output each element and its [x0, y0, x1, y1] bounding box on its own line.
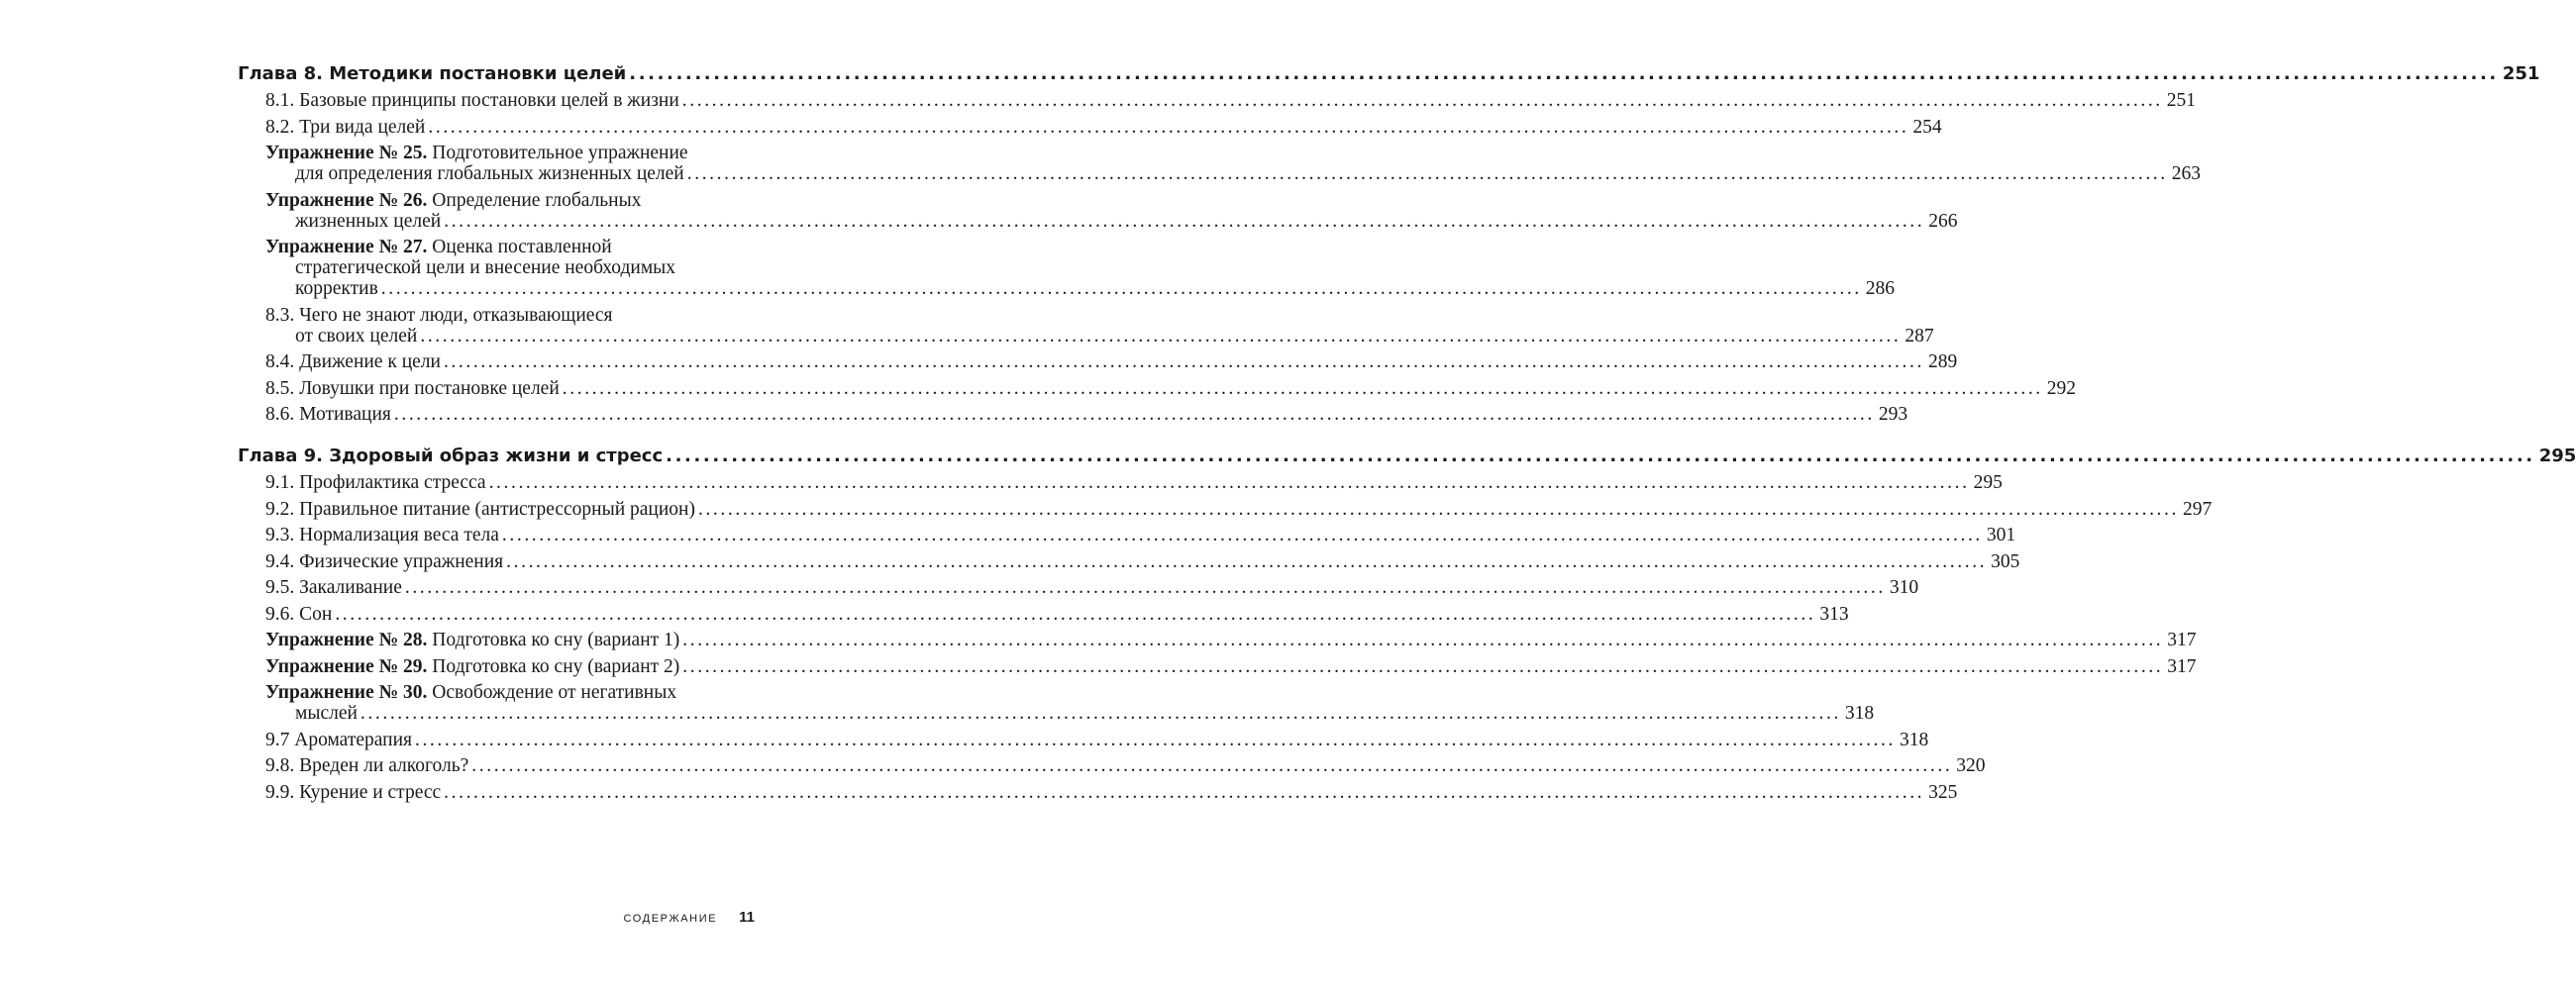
- dot-leader: ........................................................................................................................................................................................................: [428, 116, 1909, 138]
- toc-entry[interactable]: [265, 525, 2016, 545]
- entry-text: 9.6. Сон: [265, 603, 333, 625]
- entry-text: 9.2. Правильное питание (антистрессорный рацион): [265, 498, 695, 520]
- exercise-label: Упражнение № 26.: [265, 189, 428, 211]
- entry-page: 301: [1986, 525, 2016, 545]
- dot-leader: ........................................................................................................................................................................................................: [501, 525, 1983, 545]
- entry-line: [265, 703, 1875, 724]
- dot-leader: ........................................................................................................................................................................................................: [682, 630, 2164, 650]
- dot-leader: ........................................................................................................................................................................................................: [335, 603, 1816, 625]
- entry-line: [265, 377, 2077, 399]
- toc-entry[interactable]: [265, 603, 1849, 625]
- entry-page: 305: [1991, 550, 2020, 572]
- dot-leader: ........................................................................................................................................................................................................: [404, 577, 1886, 598]
- entry-line: [265, 143, 755, 163]
- dot-leader: ........................................................................................................................................................................................................: [471, 755, 1953, 776]
- entry-line: [265, 603, 1849, 625]
- toc-entry[interactable]: [265, 472, 2003, 493]
- toc-entry[interactable]: [265, 90, 2197, 111]
- entry-text: Подготовительное упражнение: [427, 143, 688, 163]
- entry-line: [265, 257, 755, 278]
- toc-entry[interactable]: [265, 755, 1986, 776]
- entry-page: 286: [1865, 278, 1896, 299]
- toc-entry[interactable]: [265, 377, 2077, 399]
- entry-line: [265, 630, 2197, 650]
- entry-line: [265, 682, 755, 703]
- entry-text: 8.4. Движение к цели: [265, 351, 441, 372]
- entry-line: [265, 351, 1958, 372]
- entry-line: [265, 210, 1958, 232]
- toc-entry[interactable]: [265, 189, 1958, 232]
- entry-page: 317: [2167, 655, 2197, 677]
- entry-text: мыслей: [295, 703, 358, 724]
- entry-line: [265, 472, 2003, 493]
- entry-line: [265, 755, 1986, 776]
- entry-text: жизненных целей: [295, 210, 442, 232]
- entry-text: 8.1. Базовые принципы постановки целей в жизни: [265, 90, 679, 111]
- entry-text: Оценка поставленной: [427, 237, 612, 257]
- entry-page: 287: [1905, 325, 1934, 346]
- entry-page: 318: [1844, 703, 1875, 724]
- dot-leader: ........................................................................................................................................................................................................: [444, 210, 1925, 232]
- entry-page: 297: [2182, 498, 2213, 520]
- dot-leader: ........................................................................................................................................................................................................: [360, 703, 1841, 724]
- entry-text: Определение глобальных: [427, 189, 642, 211]
- dot-leader: ........................................................................................................................................................................................................: [420, 325, 1902, 346]
- entry-page: 289: [1927, 351, 1958, 372]
- dot-leader: ........................................................................................................................................................................................................: [506, 550, 1988, 572]
- chapter-page: 251: [2502, 63, 2540, 84]
- entry-text: 8.6. Мотивация: [265, 404, 391, 425]
- entry-line: [265, 404, 1908, 425]
- dot-leader: ........................................................................................................................................................................................................: [380, 278, 1862, 299]
- entry-text: от своих целей: [295, 325, 418, 346]
- dot-leader: ........................................................................................................................................................................................................: [666, 446, 2535, 466]
- entry-text: 9.3. Нормализация веса тела: [265, 525, 499, 545]
- page-footer: [623, 909, 755, 926]
- toc-entry[interactable]: [265, 729, 1929, 750]
- toc-entry[interactable]: [265, 781, 1958, 803]
- entry-text: 9.4. Физические упражнения: [265, 550, 504, 572]
- entry-line: [265, 550, 2020, 572]
- entry-line: [265, 325, 1934, 346]
- entry-line: [265, 237, 755, 257]
- entry-text: 8.2. Три вида целей: [265, 116, 426, 138]
- entry-line: [265, 116, 1942, 138]
- entry-page: 263: [2171, 163, 2201, 184]
- entry-line: [265, 305, 755, 326]
- entry-text: 8.5. Ловушки при постановке целей: [265, 377, 560, 399]
- entry-line: [265, 163, 2201, 184]
- page-number: 11: [739, 909, 755, 926]
- entry-page: 320: [1956, 755, 1986, 776]
- entry-text: Освобождение от негативных: [427, 682, 677, 703]
- toc-entry[interactable]: [265, 498, 2213, 520]
- entry-page: 313: [1819, 603, 1849, 625]
- dot-leader: ........................................................................................................................................................................................................: [562, 377, 2043, 399]
- chapter-title: Глава 9. Здоровый образ жизни и стресс: [238, 446, 664, 466]
- dot-leader: ........................................................................................................................................................................................................: [697, 498, 2179, 520]
- dot-leader: ........................................................................................................................................................................................................: [629, 63, 2499, 84]
- entry-text: 9.8. Вреден ли алкоголь?: [265, 755, 469, 776]
- dot-leader: ........................................................................................................................................................................................................: [443, 351, 1924, 372]
- toc-entry[interactable]: [265, 655, 2197, 677]
- entry-line: [265, 90, 2197, 111]
- table-of-contents: [238, 63, 2576, 808]
- dot-leader: ........................................................................................................................................................................................................: [686, 163, 2168, 184]
- dot-leader: ........................................................................................................................................................................................................: [393, 404, 1875, 425]
- toc-entry[interactable]: [265, 351, 1958, 372]
- entry-line: [265, 729, 1929, 750]
- toc-entry[interactable]: [265, 577, 1919, 598]
- dot-leader: ........................................................................................................................................................................................................: [488, 472, 1970, 493]
- exercise-label: Упражнение № 28.: [265, 630, 428, 650]
- entry-text: 9.9. Курение и стресс: [265, 781, 442, 803]
- dot-leader: ........................................................................................................................................................................................................: [444, 781, 1925, 803]
- toc-entry[interactable]: [265, 550, 2020, 572]
- dot-leader: ........................................................................................................................................................................................................: [681, 90, 2163, 111]
- toc-entry[interactable]: [265, 237, 1896, 299]
- toc-entry[interactable]: [265, 682, 1875, 724]
- chapter-heading[interactable]: [238, 446, 2576, 466]
- exercise-label: Упражнение № 30.: [265, 682, 428, 703]
- toc-entry[interactable]: [265, 304, 1934, 346]
- chapter-heading[interactable]: [238, 63, 2540, 84]
- entry-line: [265, 190, 755, 211]
- chapter-page: 295: [2538, 446, 2576, 466]
- entry-text: 9.1. Профилактика стресса: [265, 472, 486, 493]
- entry-line: [265, 781, 1958, 803]
- entry-page: 251: [2166, 90, 2197, 111]
- dot-leader: ........................................................................................................................................................................................................: [682, 655, 2164, 677]
- entry-page: 318: [1899, 729, 1929, 750]
- entry-text: 8.3. Чего не знают люди, отказывающиеся: [265, 304, 613, 326]
- toc-entry[interactable]: [265, 143, 2201, 184]
- entry-text: стратегической цели и внесение необходимых: [295, 257, 676, 278]
- entry-text: Подготовка ко сну (вариант 1): [427, 630, 680, 650]
- entry-page: 295: [1973, 472, 2003, 493]
- toc-entry[interactable]: [265, 404, 1908, 425]
- entry-page: 325: [1928, 781, 1958, 803]
- chapter-title: Глава 8. Методики постановки целей: [238, 63, 627, 84]
- entry-page: 254: [1912, 116, 1942, 138]
- entry-page: 317: [2167, 630, 2197, 650]
- entry-text: Подготовка ко сну (вариант 2): [427, 655, 680, 677]
- exercise-label: Упражнение № 25.: [265, 143, 428, 163]
- entry-line: [265, 525, 2016, 545]
- entry-text: корректив: [295, 278, 378, 299]
- entry-line: [265, 278, 1896, 299]
- entry-page: 310: [1889, 577, 1919, 598]
- running-section-title: СОДЕРЖАНИЕ: [623, 913, 718, 925]
- entry-line: [265, 577, 1919, 598]
- toc-entry[interactable]: [265, 630, 2197, 650]
- entry-text: 9.5. Закаливание: [265, 577, 402, 598]
- toc-entry[interactable]: [265, 116, 1942, 138]
- entry-page: 266: [1928, 210, 1958, 232]
- entry-line: [265, 655, 2197, 677]
- exercise-label: Упражнение № 29.: [265, 655, 428, 677]
- entry-text: для определения глобальных жизненных целей: [295, 163, 684, 184]
- entry-page: 292: [2046, 377, 2077, 399]
- entry-line: [265, 498, 2213, 520]
- entry-page: 293: [1878, 404, 1908, 425]
- entry-text: 9.7 Ароматерапия: [265, 729, 412, 750]
- exercise-label: Упражнение № 27.: [265, 237, 428, 257]
- dot-leader: ........................................................................................................................................................................................................: [414, 729, 1896, 750]
